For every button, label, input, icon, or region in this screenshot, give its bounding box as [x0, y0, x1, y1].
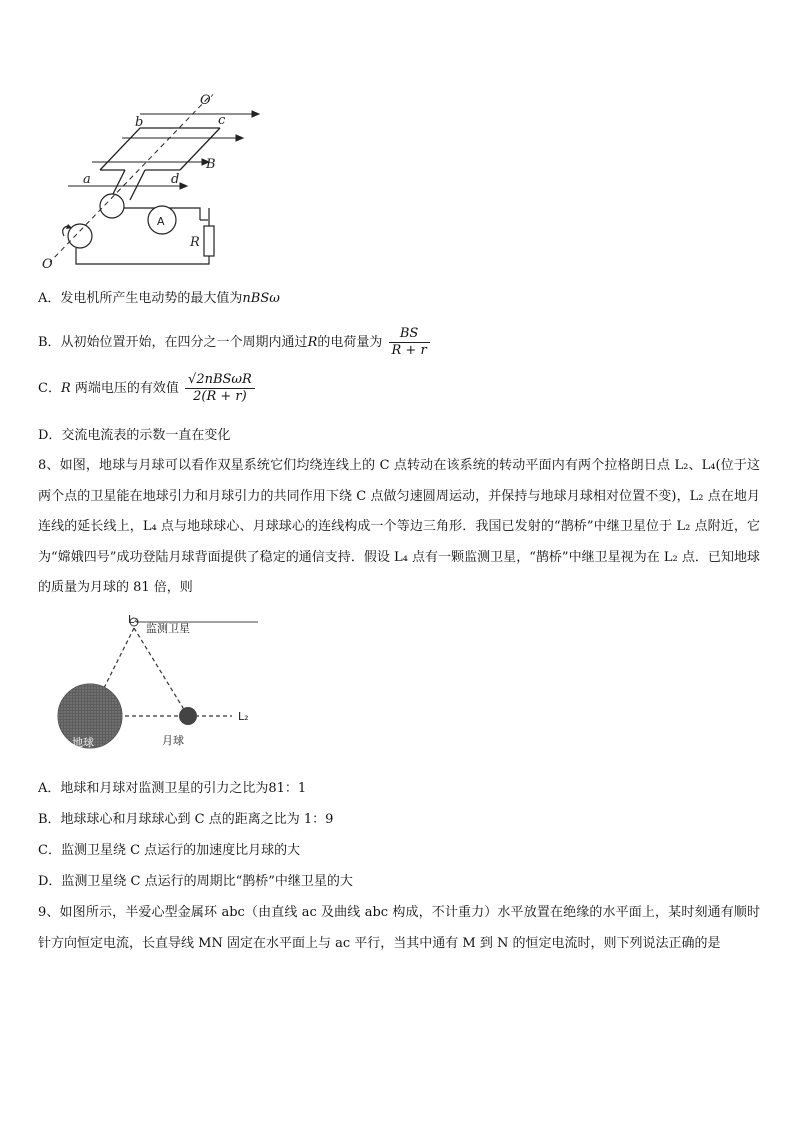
q8-option-a: A．地球和月球对监测卫星的引力之比为81：1 — [38, 781, 307, 796]
q7-option-d: D．交流电流表的示数一直在变化 — [38, 428, 231, 443]
q7-option-a: A．发电机所产生电动势的最大值为nBSω — [38, 291, 280, 306]
label-a: a — [83, 172, 91, 187]
label-d: d — [171, 172, 180, 187]
label-field-b: B — [206, 157, 216, 172]
q8-option-d: D．监测卫星绕 C 点运行的周期比“鹊桥”中继卫星的大 — [38, 874, 353, 889]
label-o: O — [42, 257, 53, 272]
monitor-satellite-label: 监测卫星 — [146, 622, 190, 635]
q8-option-b: B．地球球心和月球球心到 C 点的距离之比为 1：9 — [38, 812, 334, 827]
q9-stem: 9、如图所示，半爱心型金属环 abc（由直线 ac 及曲线 abc 构成，不计重力）水平放置在绝缘的水平面上，某时刻通有顺时针方向恒定电流，长直导线 MN 固定在水平面上与 ac 平行，当其中通有 M 到 N 的恒定电流时，则下列说法正确的是 — [38, 905, 760, 951]
l2-label: L₂ — [238, 710, 249, 723]
q7-option-c: C．R 两端电压的有效值 $\frac{\text{√2nBSωR}}{2(R + r)}$ — [38, 372, 257, 405]
fraction: $\frac{BS}{R + r}$ — [389, 326, 430, 359]
earth-label: 地球 — [72, 736, 94, 749]
moon-label: 月球 — [162, 734, 184, 747]
label-b: b — [135, 115, 144, 130]
earth-moon-diagram — [52, 612, 262, 760]
label-c: c — [218, 113, 226, 128]
formula: nBSω — [242, 291, 280, 306]
label-o-prime: O′ — [200, 93, 214, 108]
q7-option-b: B．从初始位置开始，在四分之一个周期内通过R的电荷量为 $\frac{BS}{R + r}$ — [38, 326, 432, 359]
l4-label: L₄ — [128, 613, 139, 626]
generator-diagram — [30, 88, 260, 278]
ammeter-icon: A — [157, 215, 165, 228]
q8-stem: 8、如图，地球与月球可以看作双星系统它们均绕连线上的 C 点转动在该系统的转动平面内有两个拉格朗日点 L₂、L₄(位于这两个点的卫星能在地球引力和月球引力的共同作用下绕 C 点做匀速圆周运动，并保持与地球月球相对位置不变)，L₂ 点在地月连线的延长线上，L₄ 点与地球球心、月球球心的连线构成一个等边三角形．我国已发射的“鹊桥”中继卫星位于 L₂ 点附近，它为“嫦娥四号”成功登陆月球背面提供了稳定的通信支持．假设 L₄ 点有一颗监测卫星，“鹊桥”中继卫星视为在 L₂ 点．已知地球的质量为月球的 81 倍，则 — [38, 458, 760, 595]
label-resistor: R — [190, 235, 200, 250]
fraction: $\frac{\text{√2nBSωR}}{2(R + r)}$ — [185, 372, 255, 405]
q8-option-c: C．监测卫星绕 C 点运行的加速度比月球的大 — [38, 843, 301, 858]
